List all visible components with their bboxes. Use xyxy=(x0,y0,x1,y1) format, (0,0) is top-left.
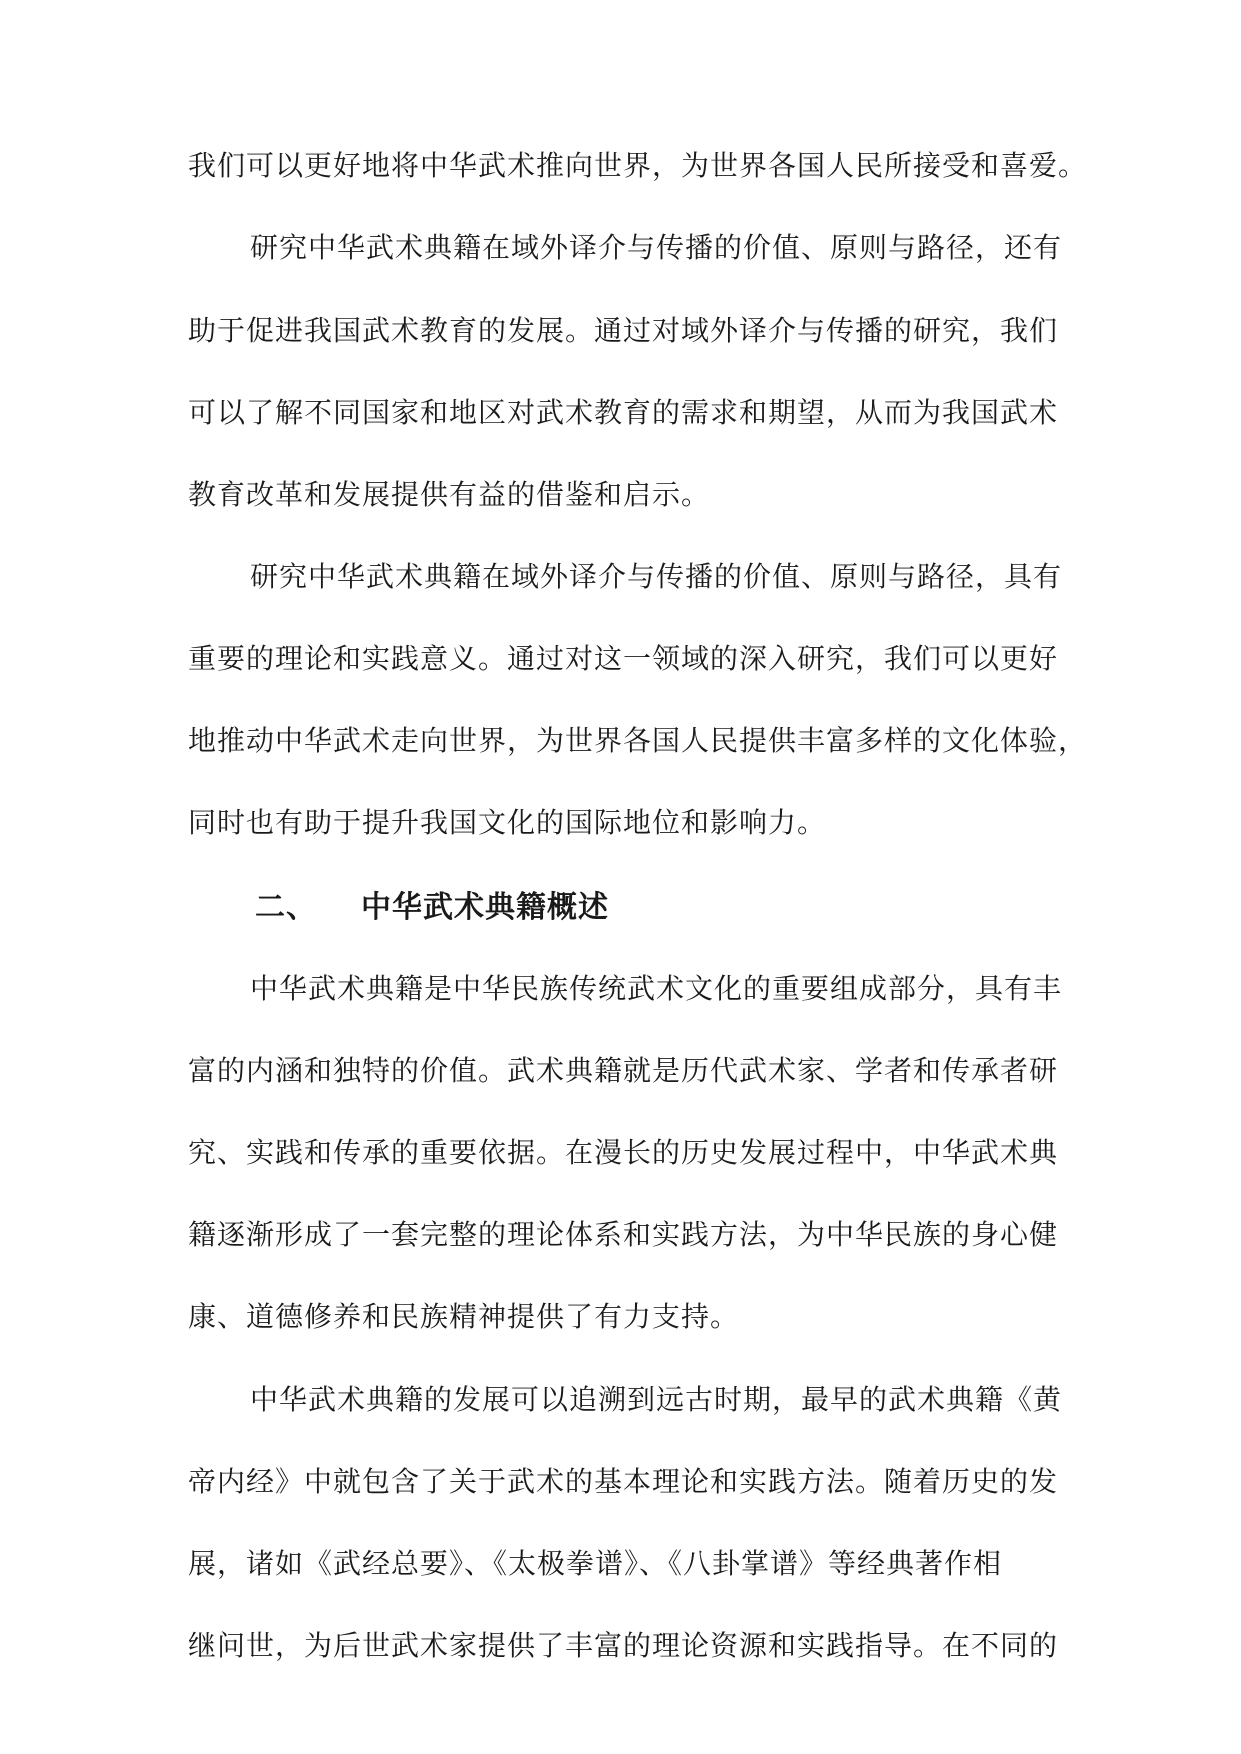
text-line: 同时也有助于提升我国文化的国际地位和影响力。 xyxy=(188,806,827,839)
text-line: 籍逐渐形成了一套完整的理论体系和实践方法，为中华民族的身心健 xyxy=(188,1218,1059,1251)
section-heading xyxy=(255,886,609,930)
text-line: 研究中华武术典籍在域外译介与传播的价值、原则与路径，具有 xyxy=(250,560,1063,593)
text-line: 究、实践和传承的重要依据。在漫长的历史发展过程中，中华武术典 xyxy=(188,1136,1059,1169)
text-line: 帝内经》中就包含了关于武术的基本理论和实践方法。随着历史的发 xyxy=(188,1465,1059,1498)
section-number: 二、 xyxy=(255,890,317,925)
section-title: 中华武术典籍概述 xyxy=(361,890,609,925)
text-line: 可以了解不同国家和地区对武术教育的需求和期望，从而为我国武术 xyxy=(188,396,1059,429)
text-line: 中华武术典籍是中华民族传统武术文化的重要组成部分，具有丰 xyxy=(250,972,1063,1005)
text-line: 继问世，为后世武术家提供了丰富的理论资源和实践指导。在不同的 xyxy=(188,1629,1059,1662)
text-line: 教育改革和发展提供有益的借鉴和启示。 xyxy=(188,478,711,511)
text-line: 我们可以更好地将中华武术推向世界，为世界各国人民所接受和喜爱。 xyxy=(188,149,1088,182)
text-line: 展，诸如《武经总要》、《太极拳谱》、《八卦掌谱》等经典著作相 xyxy=(188,1547,1003,1580)
text-line: 重要的理论和实践意义。通过对这一领域的深入研究，我们可以更好 xyxy=(188,642,1059,675)
text-line: 康、道德修养和民族精神提供了有力支持。 xyxy=(188,1300,740,1333)
text-line: 富的内涵和独特的价值。武术典籍就是历代武术家、学者和传承者研 xyxy=(188,1054,1059,1087)
text-line: 地推动中华武术走向世界，为世界各国人民提供丰富多样的文化体验， xyxy=(188,724,1088,757)
text-line: 研究中华武术典籍在域外译介与传播的价值、原则与路径，还有 xyxy=(250,231,1063,264)
text-line: 中华武术典籍的发展可以追溯到远古时期，最早的武术典籍《黄 xyxy=(250,1383,1063,1416)
text-line: 助于促进我国武术教育的发展。通过对域外译介与传播的研究，我们 xyxy=(188,314,1059,347)
